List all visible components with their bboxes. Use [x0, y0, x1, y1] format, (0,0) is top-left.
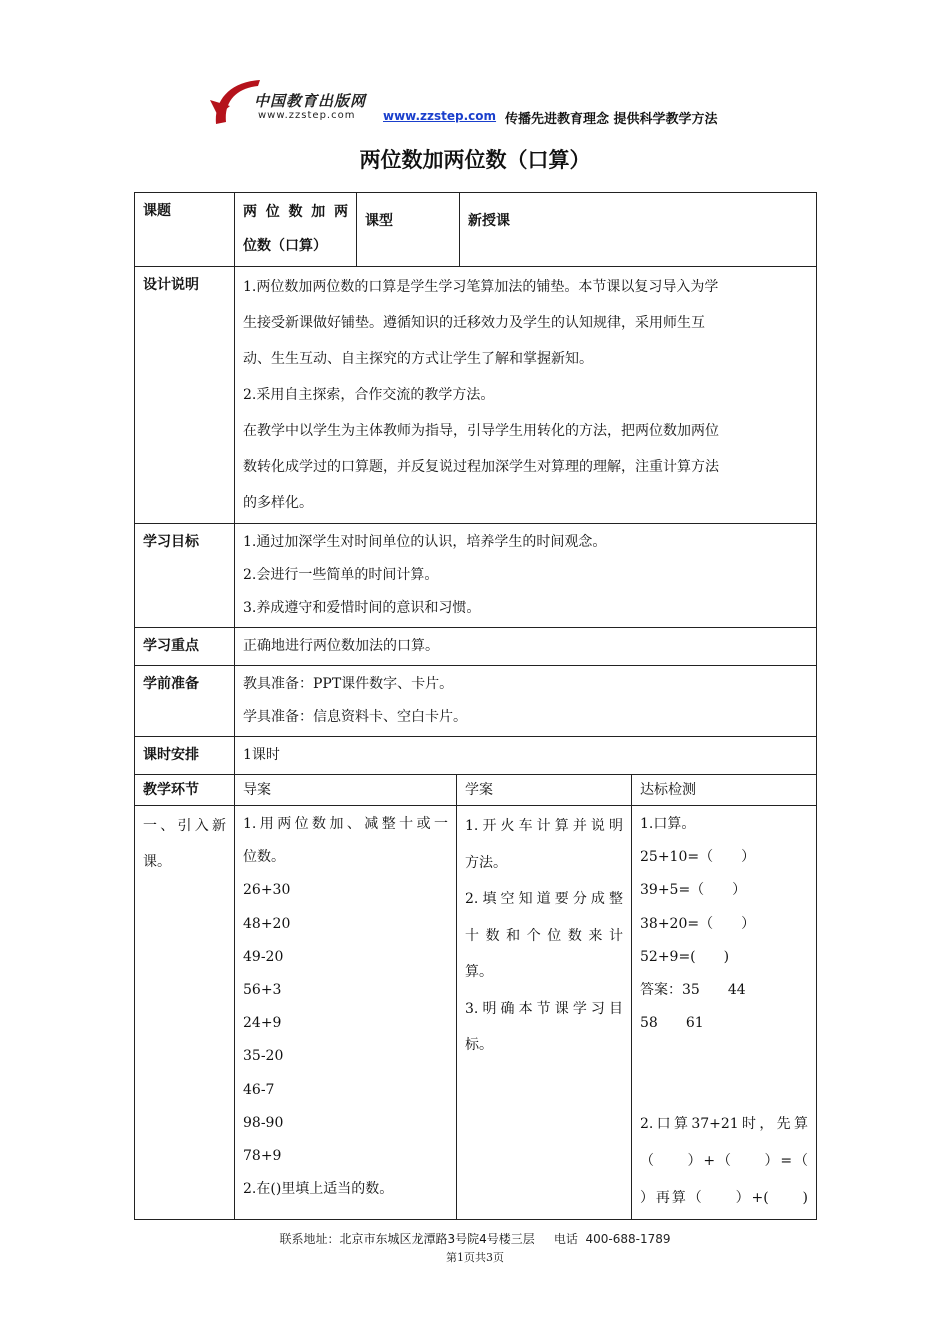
design-line: 数转化成学过的口算题，并反复说过程加深学生对算理的理解，注重计算方法 [243, 459, 719, 475]
guide-line: 35-20 [243, 1048, 284, 1065]
stage-cell [135, 806, 235, 1220]
guide-line: 46-7 [243, 1081, 275, 1098]
topic-value [235, 193, 357, 267]
goals-text [235, 524, 817, 628]
check-line: 39+5=（ ） [640, 882, 747, 899]
stage-line: 一、引入新 [143, 818, 226, 834]
logo-text: 中国教育出版网 [254, 92, 367, 110]
document-title: 两位数加两位数（口算） [359, 148, 591, 172]
design-label: 设计说明 [135, 267, 235, 524]
study-line: 方法。 [465, 854, 507, 871]
check-line: 1.口算。 [640, 816, 696, 832]
study-line: 3.明确本节课学习目 [465, 1000, 623, 1017]
lesson-plan-table [134, 192, 817, 1220]
address-label: 联系地址： [279, 1232, 340, 1246]
prep-line: 教具准备：PPT课件数字、卡片。 [243, 676, 454, 692]
prep-text [235, 666, 817, 737]
table-row [135, 267, 817, 524]
guide-line: 24+9 [243, 1015, 282, 1032]
table-row [135, 775, 817, 806]
page-number: 第1页共3页 [446, 1251, 504, 1264]
hours-label: 课时安排 [135, 737, 235, 775]
check-line: 25+10=（ ） [640, 849, 756, 866]
logo-url: www.zzstep.com [258, 110, 356, 121]
header-slogan: 传播先进教育理念 提供科学教学方法 [505, 112, 718, 127]
table-row [135, 737, 817, 775]
goal-line: 3.养成遵守和爱惜时间的意识和习惯。 [243, 600, 481, 616]
guide-line: 56+3 [243, 982, 282, 999]
design-line: 的多样化。 [243, 495, 313, 511]
guide-line: 26+30 [243, 882, 291, 899]
table-row [135, 628, 817, 666]
guide-line: 98-90 [243, 1114, 284, 1131]
table-row [135, 666, 817, 737]
design-text [235, 267, 817, 524]
address-text: 北京市东城区龙潭路3号院4号楼三层 [339, 1232, 535, 1246]
col-guide-header: 导案 [235, 775, 457, 806]
study-line: 1.开火车计算并说明 [465, 818, 623, 834]
col-study-header: 学案 [457, 775, 632, 806]
check-cell [632, 806, 817, 1220]
design-line: 2.采用自主探索，合作交流的教学方法。 [243, 387, 495, 403]
design-line: 在教学中以学生为主体教师为指导，引导学生用转化的方法，把两位数加两位 [243, 423, 719, 439]
check-line: 58 61 [640, 1015, 704, 1032]
goal-line: 2.会进行一些简单的时间计算。 [243, 567, 439, 583]
guide-line: 位数。 [243, 849, 285, 866]
phone-label: 电话 [553, 1232, 578, 1246]
hours-text: 1课时 [235, 737, 817, 775]
study-line: 2.填空知道要分成整 [465, 891, 623, 907]
page-footer [0, 1230, 950, 1247]
check-spacer [640, 1073, 808, 1106]
topic-line: 两位数加两 [243, 204, 348, 220]
site-link[interactable]: www.zzstep.com [383, 109, 497, 123]
check-line: （ ）+（ ）=（ [640, 1153, 808, 1170]
design-line: 1.两位数加两位数的口算是学生学习笔算加法的铺垫。本节课以复习导入为学 [243, 279, 719, 295]
check-line: 52+9=( ) [640, 948, 730, 965]
guide-line: 49-20 [243, 948, 284, 965]
topic-line: 位数（口算） [243, 238, 327, 254]
check-line: 2.口算37+21时，先算 [640, 1116, 808, 1133]
study-cell [457, 806, 632, 1220]
check-line: 38+20=（ ） [640, 915, 756, 932]
goals-label: 学习目标 [135, 524, 235, 628]
prep-line: 学具准备：信息资料卡、空白卡片。 [243, 709, 467, 725]
study-line: 十数和个位数来计 [465, 927, 623, 944]
study-line: 算。 [465, 964, 493, 980]
focus-label: 学习重点 [135, 628, 235, 666]
guide-line: 1.用两位数加、减整十或一 [243, 816, 448, 832]
prep-label: 学前准备 [135, 666, 235, 737]
focus-text: 正确地进行两位数加法的口算。 [235, 628, 817, 666]
guide-line: 48+20 [243, 915, 291, 932]
guide-line: 2.在()里填上适当的数。 [243, 1181, 394, 1198]
stage-line: 课。 [143, 854, 171, 870]
topic-label: 课题 [135, 193, 235, 267]
study-line: 标。 [465, 1037, 493, 1053]
check-line: 答案：35 44 [640, 982, 746, 999]
col-check-header: 达标检测 [632, 775, 817, 806]
guide-line: 78+9 [243, 1148, 282, 1165]
table-row [135, 524, 817, 628]
design-line: 动、生生互动、自主探究的方式让学生了解和掌握新知。 [243, 351, 593, 367]
guide-cell [235, 806, 457, 1220]
check-spacer [640, 1040, 808, 1073]
page-header [208, 72, 768, 132]
phone-number: 400-688-1789 [585, 1232, 671, 1246]
process-label: 教学环节 [135, 775, 235, 806]
site-logo[interactable] [208, 72, 378, 130]
table-row [135, 806, 817, 1220]
design-line: 生接受新课做好铺垫。遵循知识的迁移效力及学生的认知规律，采用师生互 [243, 315, 705, 331]
check-line: ）再算（ ）+( ) [640, 1190, 808, 1207]
type-value: 新授课 [460, 193, 817, 267]
goal-line: 1.通过加深学生对时间单位的认识，培养学生的时间观念。 [243, 534, 607, 550]
type-label: 课型 [357, 193, 460, 267]
table-row [135, 193, 817, 267]
